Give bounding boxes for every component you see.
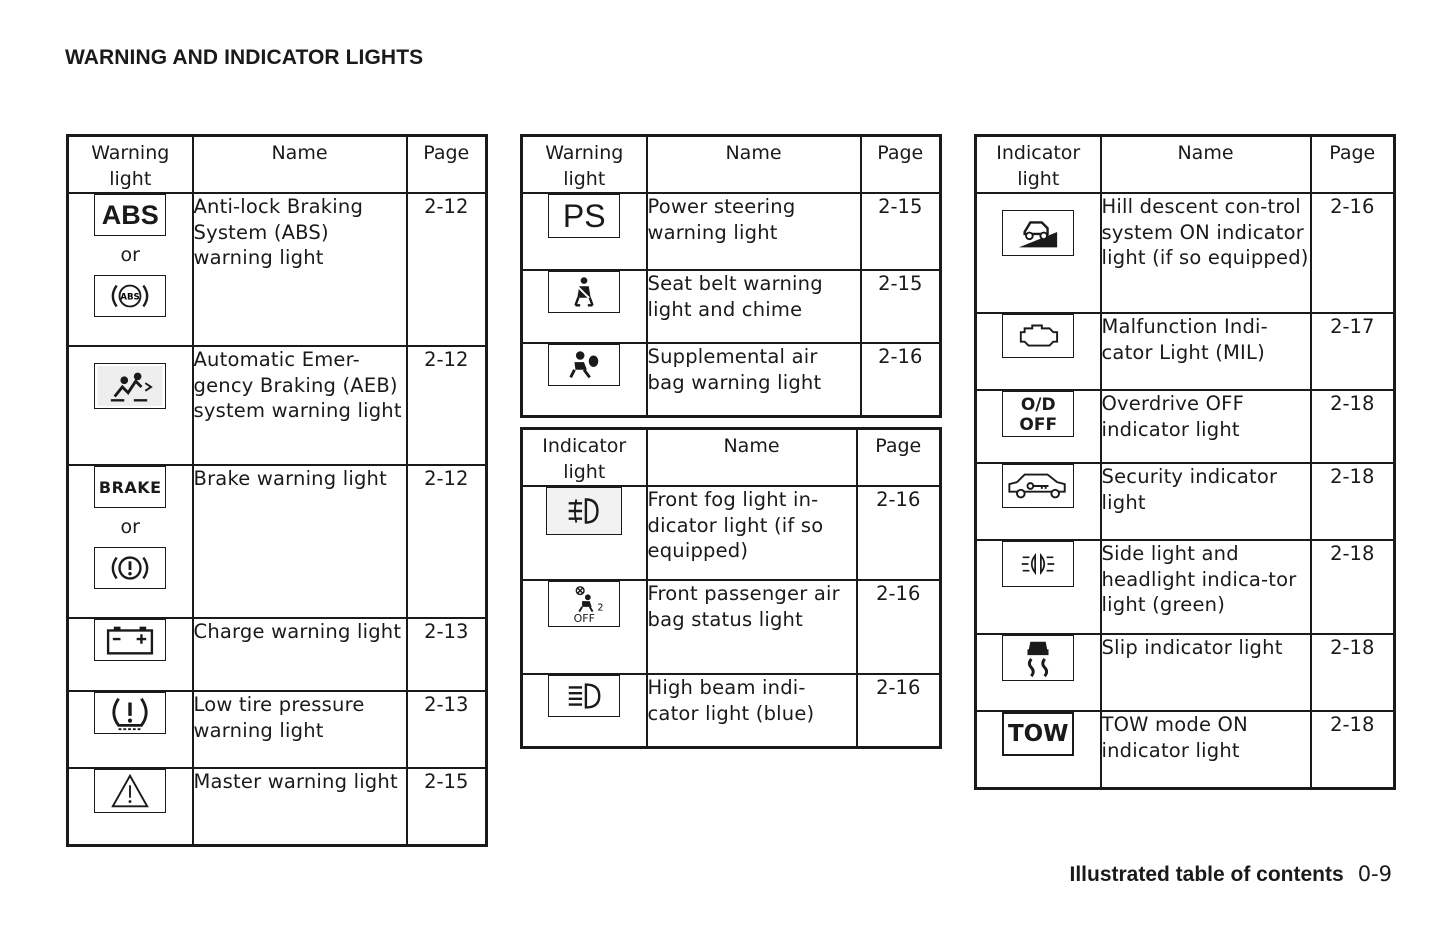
table-row [68, 193, 487, 346]
warning-lights-table-2 [520, 134, 942, 418]
or-label: or [120, 516, 140, 538]
page-ref: 2-18 [1311, 711, 1395, 788]
security-car-icon [1002, 464, 1074, 508]
light-name: Supplemental air bag warning light [647, 343, 861, 416]
page-ref: 2-18 [1311, 634, 1395, 711]
light-name: Side light and headlight indica-tor light (green) [1101, 540, 1311, 634]
page-ref: 2-16 [857, 486, 941, 580]
passenger-airbag-off-icon [548, 581, 620, 627]
header-warning-light: Warning light [68, 136, 193, 194]
page-ref: 2-18 [1311, 463, 1395, 540]
header-name: Name [193, 136, 407, 194]
header-page: Page [857, 429, 941, 487]
icon-cell [68, 768, 193, 845]
brake-icon: BRAKE [94, 466, 166, 508]
table-row [522, 580, 941, 674]
indicator-lights-table-2 [974, 134, 1396, 790]
header-page: Page [407, 136, 487, 194]
icon-cell [522, 486, 647, 580]
header-page: Page [1311, 136, 1395, 194]
table-row [522, 270, 941, 343]
table-row [522, 674, 941, 747]
page-ref: 2-12 [407, 193, 487, 346]
page-footer [1069, 862, 1392, 887]
icon-cell [976, 634, 1101, 711]
header-page: Page [861, 136, 941, 194]
page-ref: 2-13 [407, 618, 487, 691]
footer-section-label: Illustrated table of contents [1069, 863, 1344, 886]
off-label: OFF [573, 612, 595, 625]
table-row [68, 691, 487, 768]
aeb-icon [94, 363, 166, 409]
light-name: Seat belt warning light and chime [647, 270, 861, 343]
light-name: Malfunction Indi-cator Light (MIL) [1101, 313, 1311, 390]
light-name: Brake warning light [193, 465, 407, 618]
air-bag-icon [548, 344, 620, 386]
table-row [522, 486, 941, 580]
abs-icon: ABS [94, 194, 166, 236]
high-beam-icon [548, 675, 620, 717]
tire-pressure-icon [94, 692, 166, 734]
table-row [976, 463, 1395, 540]
page-ref: 2-12 [407, 346, 487, 465]
table-row [68, 768, 487, 845]
page-ref: 2-18 [1311, 540, 1395, 634]
svg-text:ABS: ABS [120, 292, 140, 303]
page-ref: 2-15 [861, 193, 941, 270]
table-row [68, 346, 487, 465]
table-row [976, 540, 1395, 634]
icon-cell [976, 463, 1101, 540]
light-name: Security indicator light [1101, 463, 1311, 540]
light-name: Anti-lock Braking System (ABS) warning light [193, 193, 407, 346]
icon-cell [976, 540, 1101, 634]
table-row [68, 618, 487, 691]
icon-cell [976, 193, 1101, 313]
table-row [68, 465, 487, 618]
page-ref: 2-12 [407, 465, 487, 618]
tow-icon: TOW [1002, 712, 1074, 756]
icon-cell [68, 691, 193, 768]
header-indicator-light: Indicator light [522, 429, 647, 487]
battery-icon [94, 619, 166, 661]
light-name: Automatic Emer-gency Braking (AEB) system warning light [193, 346, 407, 465]
header-name: Name [647, 429, 857, 487]
light-name: Low tire pressure warning light [193, 691, 407, 768]
page-ref: 2-16 [861, 343, 941, 416]
icon-cell [68, 346, 193, 465]
icon-cell [522, 193, 647, 270]
table-row [522, 343, 941, 416]
header-indicator-light: Indicator light [976, 136, 1101, 194]
slip-icon [1002, 635, 1074, 681]
light-name: Master warning light [193, 768, 407, 845]
icon-cell [522, 270, 647, 343]
header-name: Name [1101, 136, 1311, 194]
master-warning-icon [94, 769, 166, 813]
seat-belt-icon [548, 271, 620, 313]
light-name: Front passenger air bag status light [647, 580, 857, 674]
icon-cell [976, 313, 1101, 390]
table-row [976, 313, 1395, 390]
side-light-icon [1002, 541, 1074, 587]
icon-cell [976, 711, 1101, 788]
light-name: Slip indicator light [1101, 634, 1311, 711]
header-name: Name [647, 136, 861, 194]
page-ref: 2-13 [407, 691, 487, 768]
abs-circle-icon [94, 275, 166, 317]
page-ref: 2-18 [1311, 390, 1395, 463]
page-title: WARNING AND INDICATOR LIGHTS [65, 46, 424, 69]
page-ref: 2-15 [407, 768, 487, 845]
icon-cell [522, 580, 647, 674]
light-name: High beam indi-cator light (blue) [647, 674, 857, 747]
page-ref: 2-16 [857, 580, 941, 674]
icon-cell [522, 674, 647, 747]
icon-cell [68, 193, 193, 346]
light-name: Charge warning light [193, 618, 407, 691]
table-row [976, 634, 1395, 711]
table-row [976, 711, 1395, 788]
light-name: Overdrive OFF indicator light [1101, 390, 1311, 463]
power-steering-icon: PS [548, 194, 620, 238]
engine-icon [1002, 314, 1074, 358]
icon-cell [68, 465, 193, 618]
svg-text:2: 2 [597, 602, 604, 614]
hill-descent-icon [1002, 210, 1074, 256]
icon-cell [522, 343, 647, 416]
page-ref: 2-17 [1311, 313, 1395, 390]
light-name: Front fog light in-dicator light (if so equipped) [647, 486, 857, 580]
icon-cell [68, 618, 193, 691]
page-ref: 2-16 [857, 674, 941, 747]
footer-page-number: 0-9 [1357, 862, 1392, 886]
light-name: Power steering warning light [647, 193, 861, 270]
light-name: Hill descent con-trol system ON indicator light (if so equipped) [1101, 193, 1311, 313]
overdrive-off-icon: O/D OFF [1002, 391, 1074, 437]
fog-light-icon [546, 487, 622, 535]
page-ref: 2-16 [1311, 193, 1395, 313]
table-row [522, 193, 941, 270]
icon-cell [976, 390, 1101, 463]
or-label: or [120, 244, 140, 266]
page-ref: 2-15 [861, 270, 941, 343]
brake-circle-icon [94, 547, 166, 589]
light-name: TOW mode ON indicator light [1101, 711, 1311, 788]
table-row [976, 390, 1395, 463]
header-warning-light: Warning light [522, 136, 647, 194]
indicator-lights-table-1 [520, 427, 942, 749]
table-row [976, 193, 1395, 313]
warning-lights-table-1 [66, 134, 488, 847]
